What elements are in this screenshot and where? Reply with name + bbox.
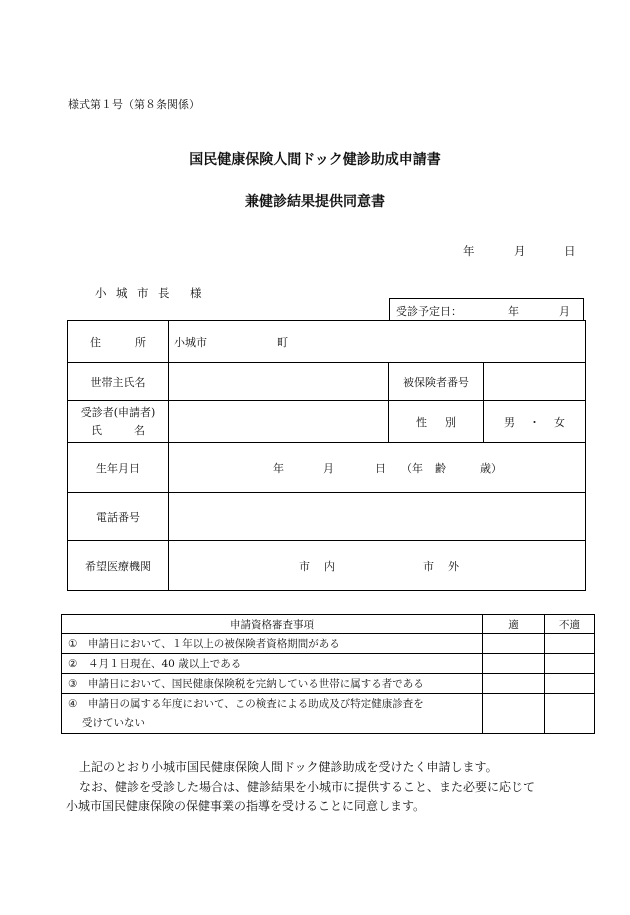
examinee-label-line1: 受診者(申請者) (80, 405, 156, 419)
exam-date-month: 月 (559, 305, 570, 318)
checklist-item-text: 申請日において、１年以上の被保険者資格期間がある (88, 638, 340, 650)
addressee-char: 城 (116, 286, 128, 300)
examinee-label-char: 名 (134, 423, 145, 437)
checklist-ok-cell[interactable] (483, 634, 545, 654)
household-row (68, 363, 586, 401)
exam-date-label: 受診予定日： (396, 305, 462, 318)
hospital-label: 希望医療機関 (68, 541, 169, 591)
gender-label-char: 性 (416, 415, 427, 429)
examinee-row (68, 401, 586, 443)
birth-year: 年 (273, 461, 284, 475)
checklist-row (62, 634, 595, 654)
statement-line-1: 上記のとおり小城市国民健康保険人間ドック健診助成を受けたく申請します。 (79, 760, 498, 774)
birth-month: 月 (323, 461, 334, 475)
checklist-item-text: 申請日の属する年度において、この検査による助成及び特定健康診査を (88, 697, 424, 710)
checklist-item-number: ④ (68, 697, 78, 710)
checklist-item (62, 694, 483, 734)
phone-row (68, 493, 586, 541)
gender-label (389, 401, 484, 443)
household-head-label: 世帯主氏名 (68, 363, 169, 401)
checklist-ng-cell[interactable] (545, 694, 595, 734)
exam-date-year: 年 (508, 305, 519, 318)
hospital-in[interactable]: 市 (299, 559, 310, 573)
birth-day: 日 (375, 461, 386, 475)
checklist-item-number: ② (68, 658, 78, 670)
examinee-name-field[interactable] (169, 401, 389, 443)
insured-number-field[interactable] (484, 363, 586, 401)
gender-field[interactable] (484, 401, 586, 443)
examinee-label (68, 401, 169, 443)
checklist-col-ok: 適 (483, 615, 545, 634)
age-open: （年 (401, 461, 423, 475)
birthdate-label: 生年月日 (68, 443, 169, 493)
hospital-row (68, 541, 586, 591)
age-close: 歳） (480, 461, 502, 475)
gender-female[interactable]: 女 (554, 415, 565, 429)
checklist-ok-cell[interactable] (483, 694, 545, 734)
household-head-field[interactable] (169, 363, 389, 401)
checklist-header: 申請資格審査事項 (62, 615, 483, 634)
gender-male[interactable]: 男 (504, 415, 515, 429)
phone-label: 電話番号 (68, 493, 169, 541)
checklist-ok-cell[interactable] (483, 654, 545, 674)
form-subtitle: 兼健診結果提供同意書 (245, 194, 385, 210)
addressee-title: 長 (158, 286, 170, 300)
birthdate-field[interactable] (169, 443, 586, 493)
hospital-field[interactable] (169, 541, 586, 591)
form-number: 様式第１号（第８条関係） (68, 98, 200, 111)
form-title: 国民健康保険人間ドック健診助成申請書 (189, 152, 441, 168)
address-row (68, 321, 586, 363)
address-city: 小城市 (174, 335, 207, 349)
gender-separator: ・ (529, 415, 540, 429)
checklist-item (62, 634, 483, 654)
checklist-row (62, 654, 595, 674)
address-label-char: 住 (90, 335, 101, 349)
age-label: 齢 (435, 461, 446, 475)
exam-date-box (389, 298, 584, 320)
checklist-ok-cell[interactable] (483, 674, 545, 694)
checklist-col-ng: 不適 (545, 615, 595, 634)
statement-line-3: 小城市国民健康保険の保健事業の指導を受けることに同意します。 (66, 799, 426, 813)
address-field[interactable] (169, 321, 586, 363)
addressee-char: 小 (95, 286, 107, 300)
checklist-item-number: ① (68, 638, 78, 650)
hospital-out[interactable]: 市 (423, 559, 434, 573)
date-year-label: 年 (463, 244, 475, 258)
checklist-ng-cell[interactable] (545, 654, 595, 674)
date-day-label: 日 (564, 244, 576, 258)
checklist-item (62, 654, 483, 674)
examinee-label-char: 氏 (91, 423, 102, 437)
checklist-item (62, 674, 483, 694)
birthdate-row (68, 443, 586, 493)
checklist-item-text: 申請日において、国民健康保険税を完納している世帯に属する者である (88, 678, 424, 690)
address-label (68, 321, 169, 363)
gender-label-char: 別 (445, 415, 456, 429)
date-month-label: 月 (514, 244, 526, 258)
checklist-item-text-cont: 受けていない (82, 716, 145, 729)
hospital-in[interactable]: 内 (324, 559, 335, 573)
addressee (95, 285, 202, 301)
address-label-char: 所 (135, 335, 146, 349)
checklist-row (62, 674, 595, 694)
checklist-item-text: ４月１日現在、40 歳以上である (88, 658, 242, 670)
checklist-ng-cell[interactable] (545, 634, 595, 654)
checklist-ng-cell[interactable] (545, 674, 595, 694)
statement-line-2: なお、健診を受診した場合は、健診結果を小城市に提供すること、また必要に応じて (79, 780, 536, 794)
applicant-table (67, 320, 586, 591)
insured-number-label: 被保険者番号 (389, 363, 484, 401)
addressee-honorific: 様 (190, 286, 202, 300)
address-town: 町 (277, 335, 288, 349)
checklist-item-number: ③ (68, 678, 78, 690)
phone-field[interactable] (169, 493, 586, 541)
examinee-label-line2 (68, 422, 168, 440)
checklist-header-row (62, 615, 595, 634)
eligibility-checklist (61, 614, 595, 734)
addressee-char: 市 (137, 286, 149, 300)
checklist-row (62, 694, 595, 734)
hospital-out[interactable]: 外 (448, 559, 459, 573)
